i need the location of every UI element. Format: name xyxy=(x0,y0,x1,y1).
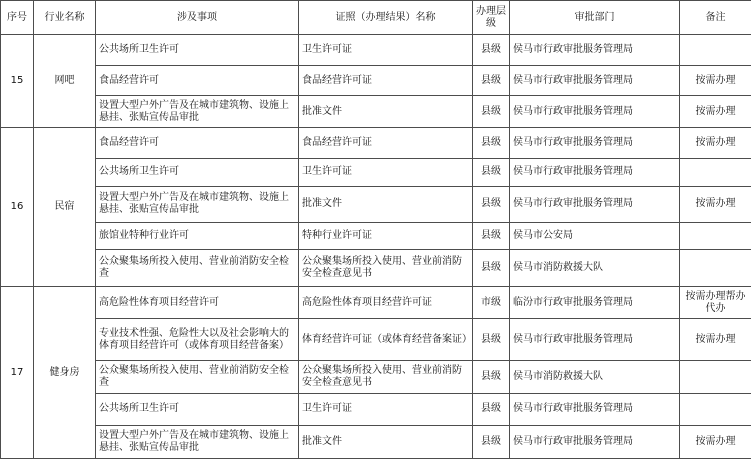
level-cell: 县级 xyxy=(473,319,510,361)
level-cell: 县级 xyxy=(473,425,510,458)
header-industry: 行业名称 xyxy=(34,1,96,35)
note-cell xyxy=(680,361,751,393)
dept-cell: 侯马市行政审批服务管理局 xyxy=(510,35,680,66)
license-cell: 批准文件 xyxy=(299,186,473,222)
item-cell: 专业技术性强、危险性大以及社会影响大的体育项目经营许可（或体育项目经营备案） xyxy=(96,319,299,361)
dept-cell: 侯马市行政审批服务管理局 xyxy=(510,128,680,158)
dept-cell: 侯马市行政审批服务管理局 xyxy=(510,393,680,425)
header-level: 办理层级 xyxy=(473,1,510,35)
level-cell: 县级 xyxy=(473,96,510,128)
level-cell: 县级 xyxy=(473,222,510,249)
item-cell: 公众聚集场所投入使用、营业前消防安全检查 xyxy=(96,249,299,286)
note-cell: 按需办理 xyxy=(680,319,751,361)
seq-cell: 17 xyxy=(1,287,34,459)
table-row xyxy=(1,96,751,128)
item-cell: 旅馆业特种行业许可 xyxy=(96,222,299,249)
header-license: 证照（办理结果）名称 xyxy=(299,1,473,35)
table-row xyxy=(1,128,751,158)
note-cell xyxy=(680,393,751,425)
dept-cell: 侯马市行政审批服务管理局 xyxy=(510,319,680,361)
item-cell: 设置大型户外广告及在城市建筑物、设施上悬挂、张贴宣传品审批 xyxy=(96,425,299,458)
header-seq: 序号 xyxy=(1,1,34,35)
level-cell: 县级 xyxy=(473,66,510,96)
note-cell: 按需办理 xyxy=(680,96,751,128)
license-cell: 公众聚集场所投入使用、营业前消防安全检查意见书 xyxy=(299,249,473,286)
license-cell: 卫生许可证 xyxy=(299,393,473,425)
note-cell xyxy=(680,158,751,186)
license-cell: 食品经营许可证 xyxy=(299,128,473,158)
header-note: 备注 xyxy=(680,1,751,35)
dept-cell: 侯马市公安局 xyxy=(510,222,680,249)
item-cell: 公共场所卫生许可 xyxy=(96,158,299,186)
license-cell: 批准文件 xyxy=(299,425,473,458)
seq-cell: 16 xyxy=(1,128,34,287)
note-cell: 按需办理 xyxy=(680,425,751,458)
note-cell: 按需办理帮办代办 xyxy=(680,287,751,319)
dept-cell: 侯马市行政审批服务管理局 xyxy=(510,96,680,128)
table-row xyxy=(1,186,751,222)
note-cell: 按需办理 xyxy=(680,186,751,222)
note-cell xyxy=(680,222,751,249)
item-cell: 设置大型户外广告及在城市建筑物、设施上悬挂、张贴宣传品审批 xyxy=(96,186,299,222)
dept-cell: 侯马市行政审批服务管理局 xyxy=(510,66,680,96)
industry-cell: 民宿 xyxy=(34,128,96,287)
license-cell: 食品经营许可证 xyxy=(299,66,473,96)
note-cell xyxy=(680,249,751,286)
license-cell: 卫生许可证 xyxy=(299,158,473,186)
dept-cell: 侯马市行政审批服务管理局 xyxy=(510,186,680,222)
industry-cell: 健身房 xyxy=(34,287,96,459)
dept-cell: 临汾市行政审批服务管理局 xyxy=(510,287,680,319)
level-cell: 县级 xyxy=(473,128,510,158)
license-cell: 批准文件 xyxy=(299,96,473,128)
item-cell: 食品经营许可 xyxy=(96,128,299,158)
item-cell: 公众聚集场所投入使用、营业前消防安全检查 xyxy=(96,361,299,393)
table-row xyxy=(1,222,751,249)
table-row xyxy=(1,361,751,393)
table-row xyxy=(1,319,751,361)
dept-cell: 侯马市行政审批服务管理局 xyxy=(510,158,680,186)
license-cell: 高危险性体育项目经营许可证 xyxy=(299,287,473,319)
seq-cell: 15 xyxy=(1,35,34,128)
dept-cell: 侯马市消防救援大队 xyxy=(510,249,680,286)
license-cell: 特种行业许可证 xyxy=(299,222,473,249)
header-item: 涉及事项 xyxy=(96,1,299,35)
table-row xyxy=(1,158,751,186)
table-row xyxy=(1,425,751,458)
item-cell: 公共场所卫生许可 xyxy=(96,35,299,66)
header-row xyxy=(1,1,751,35)
note-cell: 按需办理 xyxy=(680,66,751,96)
header-dept: 审批部门 xyxy=(510,1,680,35)
table-row xyxy=(1,287,751,319)
item-cell: 食品经营许可 xyxy=(96,66,299,96)
level-cell: 县级 xyxy=(473,186,510,222)
item-cell: 设置大型户外广告及在城市建筑物、设施上悬挂、张贴宣传品审批 xyxy=(96,96,299,128)
note-cell xyxy=(680,35,751,66)
level-cell: 县级 xyxy=(473,393,510,425)
table-row xyxy=(1,393,751,425)
level-cell: 县级 xyxy=(473,249,510,286)
level-cell: 市级 xyxy=(473,287,510,319)
level-cell: 县级 xyxy=(473,35,510,66)
license-cell: 体育经营许可证（或体育经营备案证） xyxy=(299,319,473,361)
item-cell: 公共场所卫生许可 xyxy=(96,393,299,425)
level-cell: 县级 xyxy=(473,361,510,393)
industry-cell: 网吧 xyxy=(34,35,96,128)
license-cell: 公众聚集场所投入使用、营业前消防安全检查意见书 xyxy=(299,361,473,393)
license-cell: 卫生许可证 xyxy=(299,35,473,66)
table-row xyxy=(1,66,751,96)
item-cell: 高危险性体育项目经营许可 xyxy=(96,287,299,319)
table-row xyxy=(1,249,751,286)
level-cell: 县级 xyxy=(473,158,510,186)
dept-cell: 侯马市行政审批服务管理局 xyxy=(510,425,680,458)
table-row xyxy=(1,35,751,66)
note-cell: 按需办理 xyxy=(680,128,751,158)
dept-cell: 侯马市消防救援大队 xyxy=(510,361,680,393)
